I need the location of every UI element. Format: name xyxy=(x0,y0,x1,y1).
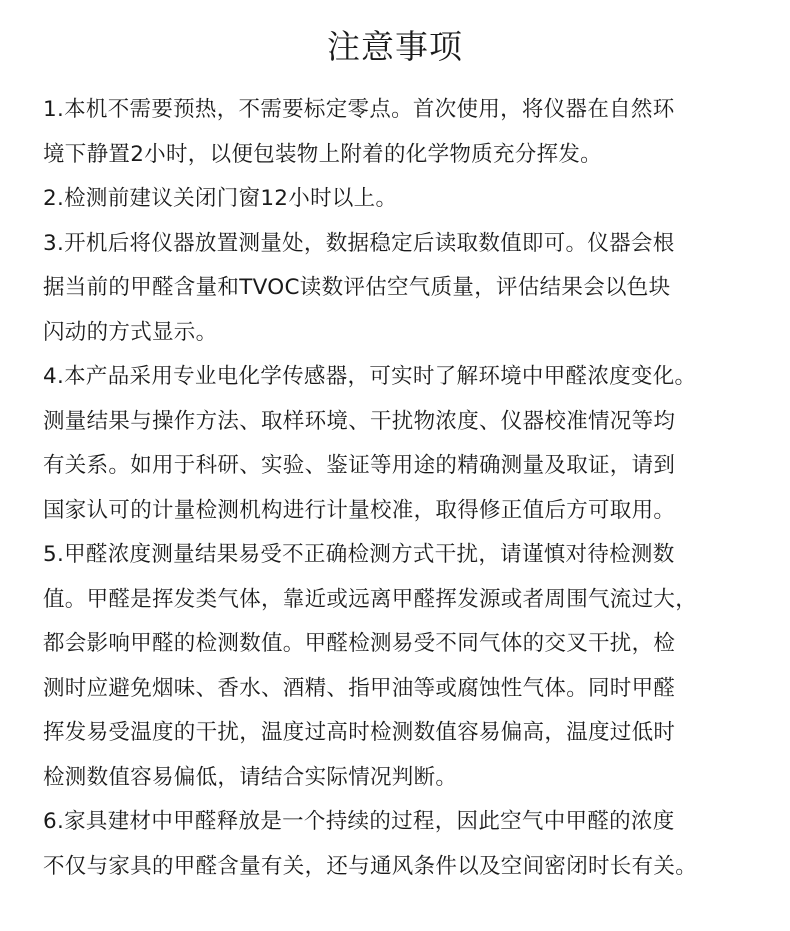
note-line: 2.检测前建议关闭门窗12小时以上。 xyxy=(43,186,398,211)
note-item-5 xyxy=(43,533,763,800)
note-line: 测时应避免烟味、香水、酒精、指甲油等或腐蚀性气体。同时甲醛 xyxy=(43,675,676,701)
note-line: 挥发易受温度的干扰，温度过高时检测数值容易偏高，温度过低时 xyxy=(43,720,676,745)
note-item-1 xyxy=(43,88,763,177)
note-line: 有关系。如用于科研、实验、鉴证等用途的精确测量及取证，请到 xyxy=(43,453,676,478)
note-line: 国家认可的计量检测机构进行计量校准，取得修正值后方可取用。 xyxy=(43,497,676,523)
note-item-2 xyxy=(43,177,763,222)
note-line: 6.家具建材中甲醛释放是一个持续的过程，因此空气中甲醛的浓度 xyxy=(43,809,675,834)
note-item-3 xyxy=(43,222,763,356)
note-line: 都会影响甲醛的检测数值。甲醛检测易受不同气体的交叉干扰，检 xyxy=(43,631,676,656)
note-line: 境下静置2小时，以便包装物上附着的化学物质充分挥发。 xyxy=(43,141,602,167)
note-line: 测量结果与操作方法、取样环境、干扰物浓度、仪器校准情况等均 xyxy=(43,408,676,434)
note-line: 1.本机不需要预热，不需要标定零点。首次使用，将仪器在自然环 xyxy=(43,97,675,122)
note-line: 不仅与家具的甲醛含量有关，还与通风条件以及空间密闭时长有关。 xyxy=(43,853,698,879)
page-title: 注意事项 xyxy=(327,27,463,66)
note-item-6 xyxy=(43,800,763,889)
note-item-4 xyxy=(43,355,763,533)
note-line: 检测数值容易偏低，请结合实际情况判断。 xyxy=(43,764,458,790)
note-line: 5.甲醛浓度测量结果易受不正确检测方式干扰，请谨慎对待检测数 xyxy=(43,542,675,567)
note-line: 闪动的方式显示。 xyxy=(43,319,218,345)
note-line: 4.本产品采用专业电化学传感器，可实时了解环境中甲醛浓度变化。 xyxy=(43,364,697,389)
note-line: 3.开机后将仪器放置测量处，数据稳定后读取数值即可。仪器会根 xyxy=(43,230,675,256)
note-line: 值。甲醛是挥发类气体，靠近或远离甲醛挥发源或者周围气流过大， xyxy=(43,586,698,612)
notes-list xyxy=(43,88,763,889)
note-line: 据当前的甲醛含量和TVOC读数评估空气质量，评估结果会以色块 xyxy=(43,275,671,300)
